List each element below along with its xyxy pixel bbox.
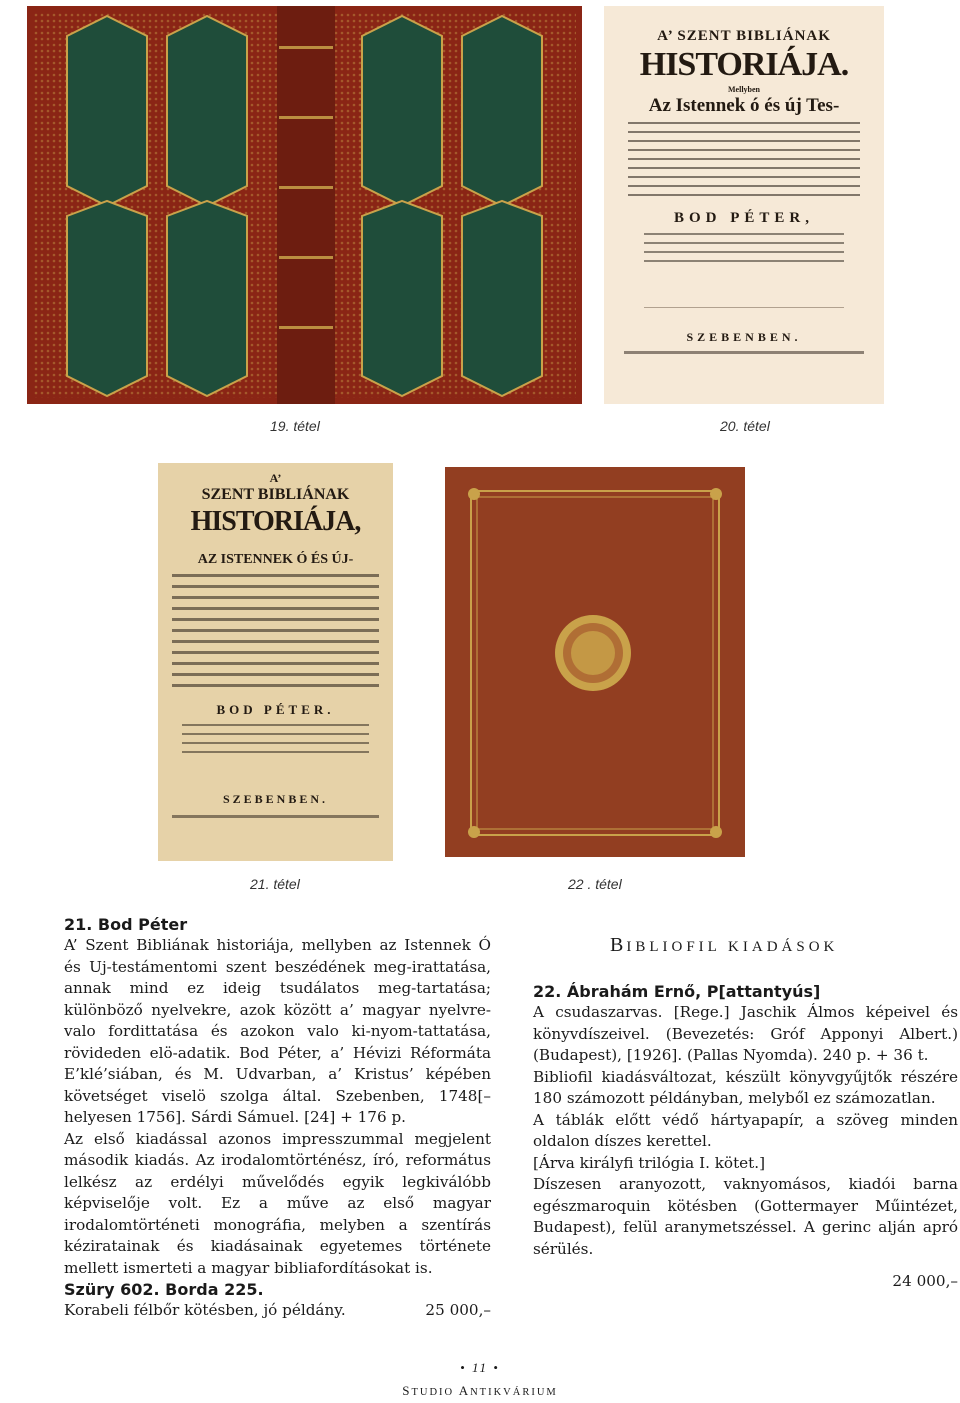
publisher-tudio: TUDIO: [411, 1387, 455, 1398]
publisher-s: S: [402, 1383, 412, 1398]
section-title-rest: IBLIOFIL KIADÁSOK: [626, 939, 839, 955]
title-author: BOD PÉTER.: [216, 702, 335, 717]
item-21-note: Az első kiadással azonos impresszummal megjelent második kiadás. Az irodalomtörténész, író, református lelkész az erdélyi művelődés egyik legkiválóbb képviselője volt. Ez a műve az első magyar irodalomtörténeti monográfia, melyben a szentírás kéziratainak és kiadásainak egyetemes története mellett ismerteti a magyar bibliafordításokat is.: [64, 1129, 491, 1277]
book-binding-image-19: [27, 6, 582, 404]
publisher-ntikvarium: NTIKVÁRIUM: [470, 1387, 558, 1398]
title-filler-text: [628, 122, 860, 202]
item-21-entry: [64, 914, 491, 1322]
title-author-filler: [644, 233, 844, 269]
title-line-2: HISTORIÁJA.: [639, 46, 849, 83]
caption-item-21: 21. tétel: [250, 876, 300, 892]
item-22-price: 24 000,–: [892, 1272, 958, 1290]
title-filler-text: [172, 574, 379, 694]
publisher-footer: [380, 1383, 580, 1399]
title-author: BOD PÉTER,: [673, 210, 814, 226]
item-21-condition: Korabeli félbőr kötésben, jó példány.: [64, 1301, 346, 1319]
item-22-note-tissue: A táblák előtt védő hártyapapír, a szöveg minden oldalon díszes kerettel.: [533, 1110, 958, 1150]
title-imprint-filler: [624, 351, 864, 354]
title-place: SZEBENBEN.: [686, 330, 802, 344]
title-line-2: SZENT BIBLIÁNAK: [201, 486, 350, 503]
caption-item-22: 22 . tétel: [568, 876, 622, 892]
title-author-filler: [182, 724, 369, 756]
page-number: • 11 •: [460, 1360, 500, 1375]
item-22-description: A csudaszarvas. [Rege.] Jaschik Álmos képeivel és könyvdíszeivel. (Bevezetés: Gróf Apponyi Albert.) (Budapest), [1926]. (Pallas Nyomda). 240 p. + 36 t.: [533, 1003, 958, 1064]
item-21-description: A’ Szent Bibliának historiája, mellyben az Istennek Ó és Uj-testámentomi szent beszédének meg-irattatása, annak mind ez ideig tsudálatos meg-tartatása; különböző nyelvekre, azok között a’ magyar nyelvre-valo fordittatása és azokon valo ki-nyom-tattatása, rövideden elö-adatik. Bod Péter, a’ Hévizi Réformáta E’klé’siában, és M. Udvarban, a’ Kristus’ képében követséget viselö szolga által. Szebenben, 1748[– helyesen 1756]. Sárdi Sámuel. [24] + 176 p.: [64, 936, 491, 1126]
title-page-image-20: [604, 6, 884, 404]
item-22-entry: [533, 981, 958, 1290]
publisher-a: A: [458, 1383, 471, 1398]
title-line-3: Mellyben: [728, 85, 760, 94]
item-21-heading: 21. Bod Péter: [64, 915, 188, 934]
caption-item-19: 19. tétel: [270, 418, 320, 434]
item-21-reference: Szüry 602. Borda 225.: [64, 1280, 264, 1299]
book-binding-image-22: [445, 467, 745, 857]
title-line-1: A’ SZENT BIBLIÁNAK: [657, 28, 831, 44]
item-21-price: 25 000,–: [425, 1301, 491, 1319]
title-line-1: A’: [269, 471, 282, 485]
binding-decoration-22: [445, 467, 745, 857]
title-line-4: AZ ISTENNEK Ó ÉS ÚJ-: [197, 552, 354, 567]
caption-item-20: 20. tétel: [720, 418, 770, 434]
item-22-heading: 22. Ábrahám Ernő, P[attantyús]: [533, 982, 821, 1001]
item-22-binding: Díszesen aranyozott, vaknyomásos, kiadói barna egészmaroquin kötésben (Gottermayer Műintézet, Budapest), felül aranymetszéssel. A gerinc alján apró sérülés.: [533, 1175, 958, 1258]
item-22-note-series: [Árva királyfi trilógia I. kötet.]: [533, 1153, 766, 1172]
item-22-note-edition: Bibliofil kiadásváltozat, készült könyvgyűjtők részére 180 számozott példányban, melyből ez számozatlan.: [533, 1067, 958, 1107]
title-line-3: HISTORIÁJA,: [190, 506, 361, 537]
title-line-4: Az Istennek ó és új Tes-: [648, 95, 840, 116]
title-page-image-21: [158, 463, 393, 861]
section-title-initial: B: [610, 934, 627, 956]
handwritten-note: [644, 277, 844, 308]
title-imprint-filler: [172, 815, 379, 818]
title-place: SZEBENBEN.: [222, 792, 329, 806]
binding-pattern-19: [27, 6, 582, 404]
section-title: [610, 934, 838, 957]
